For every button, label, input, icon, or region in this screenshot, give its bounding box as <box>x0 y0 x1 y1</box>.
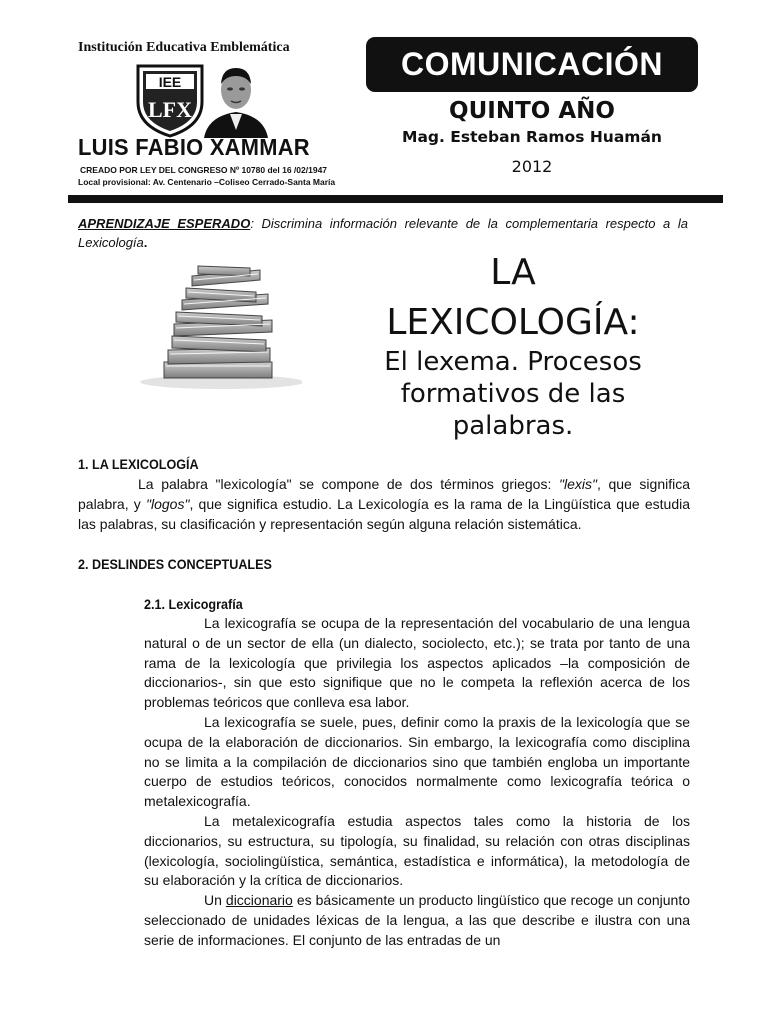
creation-line: CREADO POR LEY DEL CONGRESO Nº 10780 del 16 /02/1947 <box>80 165 328 175</box>
subject-banner: COMUNICACIÓN <box>366 37 698 92</box>
crest-letters: IEE <box>158 74 182 90</box>
school-crest-logo <box>134 62 206 138</box>
teacher-name: Mag. Esteban Ramos Huamán <box>402 128 662 146</box>
objective-label: APRENDIZAJE ESPERADO <box>78 216 251 231</box>
crest-monogram: LFX <box>148 97 192 122</box>
founder-portrait <box>202 58 270 138</box>
lexicografia-paragraph-3: La metalexicografía estudia aspectos tales como la historia de los diccionarios, su estructura, su tipología, su finalidad, su relación con otras disciplinas (lexicología, sociolingüística, semántica, estadística e informática), la metodología de su elaboración y la crítica de diccionarios. <box>144 813 690 889</box>
header-divider <box>68 195 723 203</box>
section-1-heading: 1. LA LEXICOLOGÍA <box>78 456 199 472</box>
location-line: Local provisional: Av. Centenario –Coliseo Cerrado-Santa María <box>78 177 336 187</box>
section-1-paragraph: La palabra "lexicología" se compone de dos términos griegos: "lexis", que significa palabra, y "logos", que significa estudio. La Lexicología es la rama de la Lingüística que estudia las palabras, su clasificación y representación según alguna relación sistemática. <box>78 476 691 532</box>
lexicografia-paragraph-4: Un diccionario es básicamente un producto lingüístico que recoge un conjunto seleccionado de unidades léxicas de la lengua, a las que describe e ilustra con una serie de informaciones. El conjunto de las entradas de un <box>144 892 690 948</box>
title-line-1: LA <box>490 252 536 293</box>
lexicografia-paragraph-2: La lexicografía se suele, pues, definir como la praxis de la lexicología que se ocupa de la elaboración de diccionarios. Sin embargo, la lexicografía como disciplina no se limita a la compilación de diccionarios sino que también engloba un importante cuerpo de estudios teóricos, conocidos normalmente como lexicografía teórica o metalexicografía. <box>144 714 690 810</box>
year-label: 2012 <box>511 157 553 176</box>
institution-line: Institución Educativa Emblemática <box>78 40 290 55</box>
title-line-2: LEXICOLOGÍA: <box>386 302 640 343</box>
section-2-1-heading: 2.1. Lexicografía <box>144 596 243 612</box>
learning-objective: APRENDIZAJE ESPERADO: Discrimina información relevante de la complementaria respecto a la Lexicología. <box>78 216 688 250</box>
school-name: LUIS FABIO XAMMAR <box>78 134 310 160</box>
title-subtitle: El lexema. Procesos formativos de las palabras. <box>384 347 642 441</box>
lexicografia-paragraph-1: La lexicografía se ocupa de la representación del vocabulario de una lengua natural o de un sector de ella (un dialecto, sociolecto, etc.); se trata por tanto de una rama de la lexicología que privilegia los aspectos aplicados –la composición de diccionarios-, sin que esto signifique que no le competa la reflexión acerca de los problemas teóricos que conlleva esa labor. <box>144 615 690 711</box>
objective-text: : Discrimina información relevante de la complementaria respecto a la Lexicología <box>78 216 688 250</box>
section-2-heading: 2. DESLINDES CONCEPTUALES <box>78 556 272 572</box>
stacked-books-image <box>134 262 302 390</box>
grade-label: QUINTO AÑO <box>449 98 615 124</box>
diccionario-link[interactable]: diccionario <box>225 892 293 908</box>
